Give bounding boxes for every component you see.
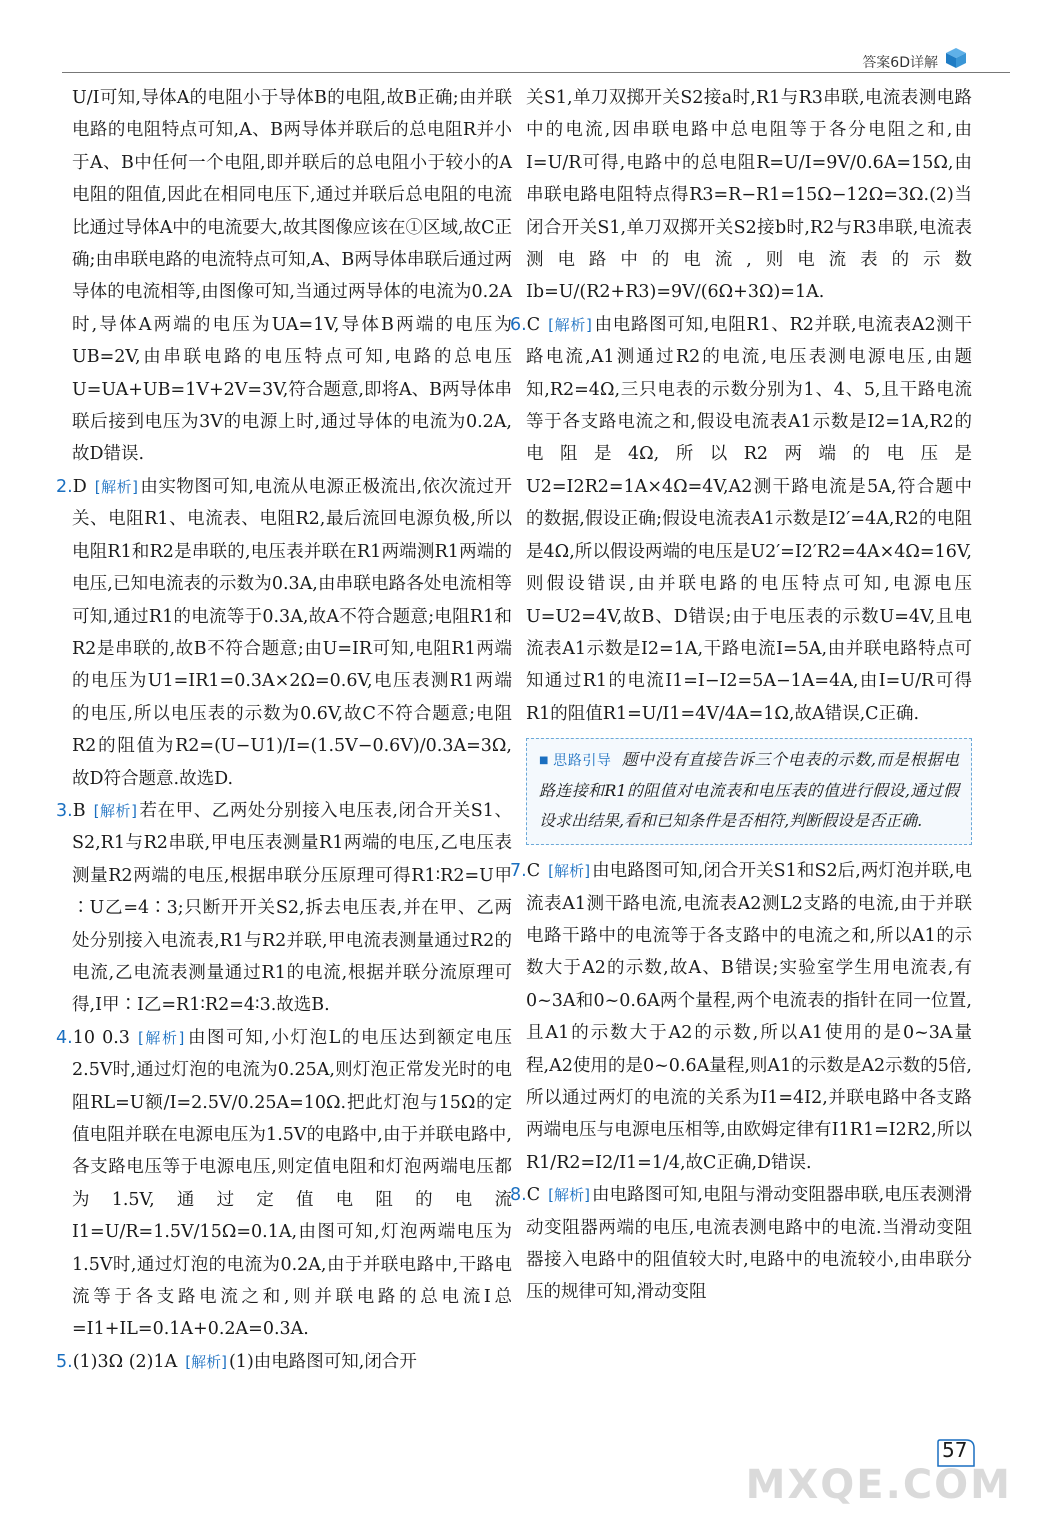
analysis-tag: [解析] xyxy=(548,315,592,334)
hint-label: ■ 思路引导 xyxy=(539,753,612,769)
item-text: 由电路图可知,电阻R1、R2并联,电流表A2测干路电流,A1测通过R2的电流,电压表测电源电压,由题知,R2=4Ω,三只电表的示数分别为1、4、5,且干路电流等于各支路电流之和,假设电流表A1示数是I2=1A,R2的电阻是4Ω,所以R2两端的电压是U2=I2R2=1A×4Ω=4V,A2测干路电流是5A,符合题中的数据,假设正确;假设电流表A1示数是I2′=4A,R2的电阻是4Ω,所以假设两端的电压是U2′=I2′R2=4A×4Ω=16V,则假设错误,由并联电路的电压特点可知,电源电压U=U2=4V,故B、D错误;由于电压表的示数U=4V,且电流表A1示数是I2=1A,干路电流I=5A,由并联电路特点可知通过R1的电流I1=I−I2=5A−1A=4A,由I=U/R可得R1的阻值R1=U/I1=4V/4A=1Ω,故A错误,C正确. xyxy=(526,314,972,724)
answer-item-3 xyxy=(56,795,512,1022)
answer-item-8 xyxy=(510,1179,972,1309)
page-number: 57 xyxy=(942,1438,968,1462)
cube-icon xyxy=(944,46,968,70)
item-text: 若在甲、乙两处分别接入电压表,闭合开关S1、S2,R1与R2串联,甲电压表测量R1两端的电压,乙电压表测量R2两端的电压,根据串联分压原理可得R1∶R2=U甲∶U乙=4∶3;只断开开关S2,拆去电压表,并在甲、乙两处分别接入电流表,R1与R2并联,甲电流表测量通过R2的电流,乙电流表测量通过R1的电流,根据并联分流原理可得,I甲∶I乙=R1∶R2=4∶3.故选B. xyxy=(72,800,512,1016)
item-number: 5. xyxy=(56,1351,73,1372)
hint-box xyxy=(526,738,972,845)
item-text: 由电路图可知,电阻与滑动变阻器串联,电压表测滑动变阻器两端的电压,电流表测电路中的电流.当滑动变阻器接入电路中的阻值较大时,电路中的电流较小,由串联分压的规律可知,滑动变阻 xyxy=(526,1185,972,1303)
right-intro-text: 关S1,单刀双掷开关S2接a时,R1与R3串联,电流表测电路中的电流,因串联电路中总电阻等于各分电阻之和,由I=U/R可得,电路中的总电阻R=U/I=9V/0.6A=15Ω,由串联电路电阻特点得R3=R−R1=15Ω−12Ω=3Ω.(2)当闭合开关S1,单刀双掷开关S2接b时,R2与R3串联,电流表测电路中的电流,则电流表的示数Ib=U/(R2+R3)=9V/(6Ω+3Ω)=1A. xyxy=(526,88,972,303)
answer-item-7 xyxy=(510,855,972,1179)
left-intro-text: U/I可知,导体A的电阻小于导体B的电阻,故B正确;由并联电路的电阻特点可知,A、B两导体并联后的总电阻R并小于A、B中任何一个电阻,即并联后的总电阻小于较小的A电阻的阻值,因此在相同电压下,通过并联后总电阻的电流比通过导体A中的电流要大,故其图像应该在①区域,故C正确;由串联电路的电流特点可知,A、B两导体串联后通过两导体的电流相等,由图像可知,当通过两导体的电流为0.2A时,导体A两端的电压为UA=1V,导体B两端的电压为UB=2V,由串联电路的电压特点可知,电路的总电压U=UA+UB=1V+2V=3V,符合题意,即将A、B两导体串联后接到电压为3V的电源上时,通过导体的电流为0.2A,故D错误. xyxy=(72,88,512,465)
item-answer: C xyxy=(526,1185,541,1206)
item-number: 3. xyxy=(56,800,73,821)
header-rule xyxy=(62,72,1010,73)
hint-text: 题中没有直接告诉三个电表的示数,而是根据电路连接和R1的阻值对电流表和电压表的值进行假设,通过假设求出结果,看和已知条件是否相符,判断假设是否正确. xyxy=(539,750,960,831)
analysis-tag: [解析] xyxy=(548,862,591,881)
item-number: 7. xyxy=(510,861,527,882)
analysis-tag: [解析] xyxy=(93,801,137,820)
item-number: 6. xyxy=(510,314,527,335)
item-answer: B xyxy=(72,800,86,821)
answer-item-5 xyxy=(56,1346,512,1378)
analysis-tag: [解析] xyxy=(137,1028,185,1047)
item-answer: 10 0.3 xyxy=(72,1027,130,1048)
item-text: 由电路图可知,闭合开关S1和S2后,两灯泡并联,电流表A1测干路电流,电流表A2测L2支路的电流,由于并联电路干路中的电流等于各支路中的电流之和,所以A1的示数大于A2的示数,故A、B错误;实验室学生用电流表,有0~3A和0~0.6A两个量程,两个电流表的指针在同一位置,且A1的示数大于A2的示数,所以A1使用的是0~3A量程,A2使用的是0~0.6A量程,则A1的示数是A2示数的5倍,所以通过两灯的电流的关系为I1=4I2,并联电路中各支路两端电压与电源电压相等,由欧姆定律有I1R1=I2R2,所以R1/R2=I2/I1=1/4,故C正确,D错误. xyxy=(526,861,972,1173)
header-label: 答案6D详解 xyxy=(862,55,938,71)
item-answer: C xyxy=(526,861,541,882)
item-answer: (1)3Ω (2)1A xyxy=(72,1351,178,1372)
item-number: 4. xyxy=(56,1027,73,1048)
left-column xyxy=(56,82,512,1378)
item-text: 由图可知,小灯泡L的电压达到额定电压2.5V时,通过灯泡的电流为0.25A,则灯泡正常发光时的电阻RL=U额/I=2.5V/0.25A=10Ω.把此灯泡与15Ω的定值电阻并联在电源电压为1.5V的电路中,由于并联电路中,各支路电压等于电源电压,则定值电阻和灯泡两端电压都为1.5V,通过定值电阻的电流I1=U/R=1.5V/15Ω=0.1A,由图可知,灯泡两端电压为1.5V时,通过灯泡的电流为0.2A,由于并联电路中,干路电流等于各支路电流之和,则并联电路的总电流I总=I1+IL=0.1A+0.2A=0.3A. xyxy=(72,1027,512,1340)
item-answer: C xyxy=(526,314,541,335)
item-number: 2. xyxy=(56,476,73,497)
item-number: 8. xyxy=(510,1185,527,1206)
answer-item-4 xyxy=(56,1022,512,1346)
answer-item-6 xyxy=(510,309,972,730)
item-text: (1)由电路图可知,闭合开 xyxy=(228,1351,417,1372)
analysis-tag: [解析] xyxy=(94,477,138,496)
analysis-tag: [解析] xyxy=(548,1186,590,1205)
item-answer: D xyxy=(72,476,87,497)
answer-item-2 xyxy=(56,471,512,795)
item-text: 由实物图可知,电流从电源正极流出,依次流过开关、电阻R1、电流表、电阻R2,最后流回电源负极,所以电阻R1和R2是串联的,电压表并联在R1两端测R1两端的电压,已知电流表的示数为0.3A,由串联电路各处电流相等可知,通过R1的电流等于0.3A,故A不符合题意;电阻R1和R2是串联的,故B不符合题意;由U=IR可知,电阻R1两端的电压为U1=IR1=0.3A×2Ω=0.6V,电压表测R1两端的电压,所以电压表的示数为0.6V,故C不符合题意;电阻R2的阻值为R2=(U−U1)/I=(1.5V−0.6V)/0.3A=3Ω,故D符合题意.故选D. xyxy=(72,476,512,789)
analysis-tag: [解析] xyxy=(185,1352,227,1371)
right-column xyxy=(510,82,972,1309)
watermark: MXQE.COM xyxy=(745,1462,1012,1508)
